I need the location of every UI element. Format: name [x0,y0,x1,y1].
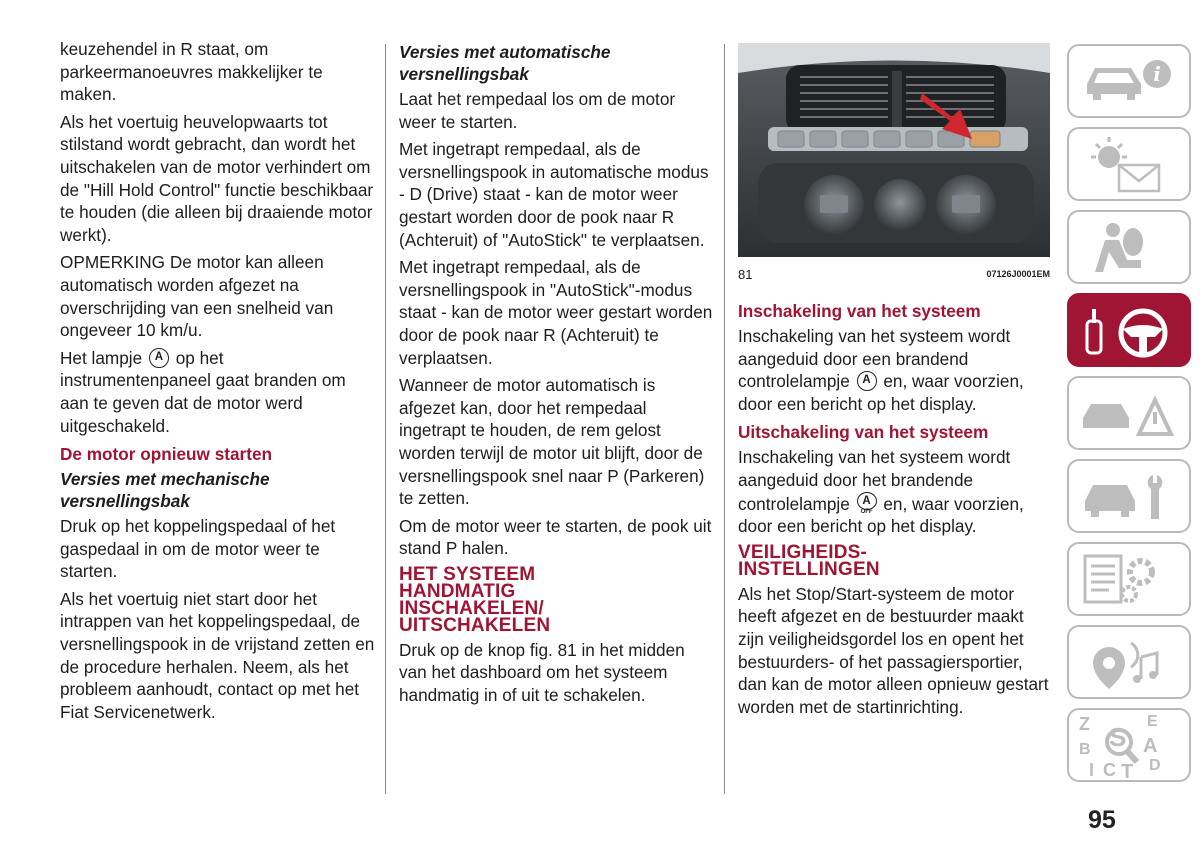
alphabetical-index-icon [1069,710,1189,780]
section-heading: De motor opnieuw starten [60,444,272,465]
paragraph: Als het voertuig heuvelopwaarts tot stilstand wordt gebracht, dan wordt het uitschakelen van de motor verhindert om de "Hill Hold Control" functie beschikbaar te houden (die alleen bij draaiende motor werkt). [60,111,374,245]
section-title [399,563,713,636]
paragraph: Met ingetrapt rempedaal, als de versnellingspook in automatische modus - D (Drive) staat - kan de motor weer gestart worden door de pook naar R (Achteruit) of "AutoStick" te verplaatsen. [399,139,709,250]
paragraph: Met ingetrapt rempedaal, als de versnellingspook in "AutoStick"-modus staat - kan de motor weer gestart worden door de pook naar R (Achteruit) te verplaatsen. [399,257,713,368]
svg-text:i: i [1153,62,1161,86]
section-heading: Inschakeling van het systeem [738,301,981,321]
text-span: Inschakeling van het systeem wordt aangeduid door een brandend controlelampje [738,326,1011,392]
paragraph: Wanneer de motor automatisch is afgezet kan, door het rempedaal ingetrapt te houden, de rem gelost worden terwijl de motor uit blijft, door de versnellingspook snel naar P (Parkeren) te zetten. [399,375,705,509]
lights-envelope-icon [1069,129,1189,199]
seat-airbag-icon [1069,212,1189,282]
tab-safety[interactable] [1067,210,1191,284]
paragraph [738,325,1050,415]
paragraph [738,446,1050,537]
text-span: Het lampje [60,347,147,368]
key-steering-wheel-icon [1069,295,1189,365]
paragraph: Als het voertuig niet start door het intrappen van het koppelingspedaal, de versnellingspook in de vrijstand zetten en de procedure herhalen. Neem, als het probleem aanhoudt, contact op met het Fiat Servicenetwerk. [60,588,375,722]
index-letter: I [1089,760,1095,780]
column-divider [724,44,725,794]
paragraph: Als het Stop/Start-systeem de motor heeft afgezet en de bestuurder maakt zijn veiligheidsgordel los en opent het bestuurders- of het passagiersportier, dan kan de motor alleen opnieuw gestart worden met de startinrichting. [738,583,1049,717]
index-letter: C [1103,760,1116,780]
section-title-line: INSTELLINGEN [738,558,880,580]
start-stop-on-icon [857,371,877,391]
text-span: en, waar voorzien, door een bericht op het display. [738,493,1024,537]
off-label: OFF [860,508,873,515]
tab-starting-driving[interactable] [1067,293,1191,367]
index-letter: D [1149,757,1161,774]
subsection-heading: Versies met mechanische versnellingsbak [60,469,270,512]
dashboard-figure [738,43,1050,257]
column-left [60,38,375,728]
warning-car-icon [1069,378,1189,448]
text-span: en, waar voorzien, door een bericht op het display. [738,371,1024,414]
section-title-line: HET SYSTEEM [399,563,536,585]
column-divider [385,44,386,794]
dashboard-photo [738,43,1050,257]
tab-index[interactable] [1067,708,1191,782]
index-letter: A [1143,735,1158,757]
section-title-line: VEILIGHEIDS- [738,541,868,563]
paragraph: keuzehendel in R staat, om parkeermanoeuvres makkelijker te maken. [60,39,323,105]
specs-gear-icon [1069,544,1189,614]
index-letter: T [1121,761,1134,780]
page-number: 95 [1088,806,1116,834]
car-info-icon [1069,46,1189,116]
figure-caption [738,267,1050,282]
section-title [738,541,1050,580]
section-heading: Uitschakeling van het systeem [738,422,989,443]
text-span: Inschakeling van het systeem wordt aangeduid door het brandende controlelampje [738,447,1011,514]
paragraph: Laat het rempedaal los om de motor weer te starten. [399,89,676,132]
text-span: op het instrumentenpaneel gaat branden om aan te geven dat de motor werd uitgeschakeld. [60,347,346,436]
paragraph [60,347,375,437]
index-letter: B [1079,741,1091,758]
start-stop-warning-icon [149,348,169,368]
figure-code: 07126J0001EM [986,269,1050,279]
tab-technical-data[interactable] [1067,542,1191,616]
note-paragraph: OPMERKING De motor kan alleen automatisch worden afgezet na overschrijding van een snelheid van ongeveer 10 km/u. [60,252,334,341]
column-middle [399,41,713,712]
section-title-line: UITSCHAKELEN [399,614,551,636]
index-letter: S [1109,722,1127,752]
section-title-line: INSCHAKELEN/ [399,597,544,619]
tab-multimedia[interactable] [1067,625,1191,699]
index-letter: Z [1079,714,1090,734]
figure-number: 81 [738,267,753,282]
index-letter: E [1147,713,1158,730]
tab-maintenance[interactable] [1067,459,1191,533]
paragraph: Druk op het koppelingspedaal of het gaspedaal in om de motor weer te starten. [60,516,336,582]
multimedia-icon [1069,627,1189,697]
tab-lights-messages[interactable] [1067,127,1191,201]
subsection-heading: Versies met automatische versnellingsbak [399,42,611,84]
section-title-line: HANDMATIG [399,580,516,602]
paragraph: Druk op de knop fig. 81 in het midden van het dashboard om het systeem handmatig in of uit te schakelen. [399,639,685,706]
tab-emergency[interactable] [1067,376,1191,450]
tab-car-info[interactable] [1067,44,1191,118]
start-stop-off-icon [857,492,877,515]
column-right [738,38,1050,723]
car-wrench-icon [1069,461,1189,531]
paragraph: Om de motor weer te starten, de pook uit stand P halen. [399,515,712,559]
